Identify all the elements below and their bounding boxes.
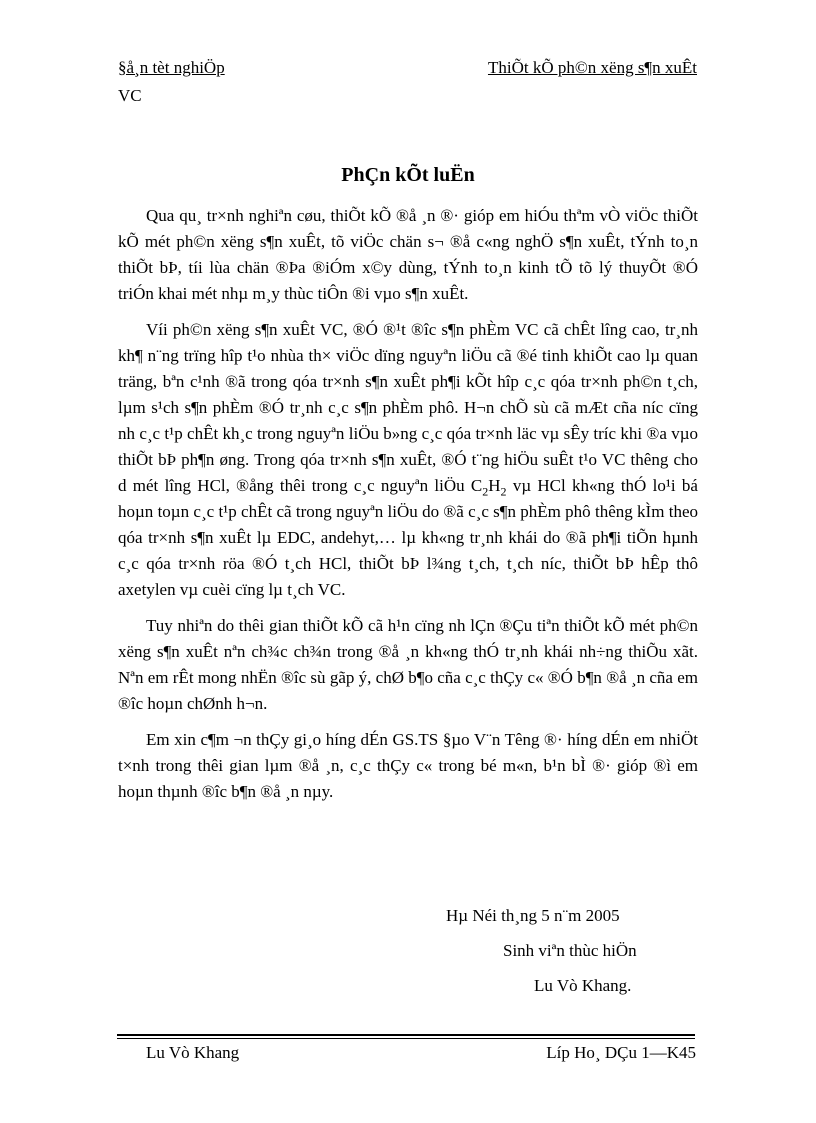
body-text (118, 203, 698, 805)
signature-role: Sinh viªn thùc hiÖn (503, 941, 637, 960)
formula-subscript-3: 2 (500, 484, 507, 499)
footer-rule-thick (117, 1034, 695, 1036)
header-left: §å¸n tèt nghiÖp (118, 58, 225, 77)
paragraph-4: Em xin c¶m ¬n thÇy gi¸o híng dÉn GS.TS §µo V¨n Têng ®· híng dÉn em nhiÖt t×nh trong thêi gian lµm ®å ¸n, c¸c thÇy c« trong bé m«n, b¹n bÌ ®· gióp ®ì em hoµn thµnh ®îc b¶n ®å ¸n nµy. (118, 730, 698, 801)
footer-rule-thin (117, 1038, 695, 1039)
paragraph-2 (118, 317, 698, 603)
paragraph-1: Qua qu¸ tr×nh nghiªn cøu, thiÕt kÕ ®å ¸n ®· gióp em hiÓu thªm vÒ viÖc thiÕt kÕ mét ph©n xëng s¶n xuÊt, tõ viÖc chän s¬ ®å c«ng nghÖ s¶n xuÊt, tÝnh to¸n thiÕt bÞ, tíi lùa chän ®Þa ®iÓm x©y dùng, tÝnh to¸n kinh tÕ tõ lý thuyÕt ®Ó triÓn khai mét nhµ m¸y thùc tiÔn ®i vµo s¶n xuÊt. (118, 206, 698, 303)
paragraph-3: Tuy nhiªn do thêi gian thiÕt kÕ cã h¹n cïng nh lÇn ®Çu tiªn thiÕt kÕ mét ph©n xëng s¶n xuÊt nªn ch¾c ch¾n trong ®å ¸n kh«ng thÓ tr¸nh khái nh÷ng thiÕu xãt. Nªn em rÊt mong nhËn ®îc sù gãp ý, chØ b¶o cña c¸c thÇy c« ®Ó b¶n ®å ¸n cña em ®îc hoµn chØnh h¬n. (118, 616, 698, 713)
formula-subscript-1: 2 (482, 484, 489, 499)
signature-name: Lu Vò Khang. (534, 976, 632, 995)
paragraph-2-text: Víi ph©n xëng s¶n xuÊt VC, ®Ó ®¹t ®îc s¶n phÈm VC cã chÊt lîng cao, tr¸nh kh¶ n¨ng trïng hîp t¹o nhùa th× viÖc dïng nguyªn liÖu cã ®é tinh khiÕt cao lµ quan träng, bªn c¹nh ®ã trong qóa tr×nh s¶n xuÊt ph¶i kÕt hîp c¸c qóa tr×nh ph©n t¸ch, lµm s¹ch s¶n phÈm ®Ó tr¸nh c¸c s¶n phÈm phô. H¬n chÕ sù cã mÆt cña níc cïng nh c¸c t¹p chÊt kh¸c trong nguyªn liÖu b»ng c¸c qóa tr×nh läc vµ sÊy tríc khi ®a vµo thiÕt bÞ ph¶n øng. Trong qóa tr×nh s¶n xuÊt, ®Ó t¨ng hiÖu suÊt t¹o VC thêng cho d mét lîng HCl, ®ång thêi trong c¸c nguyªn liÖu $C_2H_2$ vµ HCl kh«ng thÓ lo¹i bá hoµn toµn c¸c t¹p chÊt cã trong nguyªn liÖu do ®ã c¸c s¶n phÈm phô thêng kÌm theo qóa tr×nh s¶n xuÊt lµ EDC, andehyt,… lµ kh«ng tr¸nh khái do ®ã ph¶i tiÕn hµnh c¸c qóa tr×nh röa ®Ó t¸ch HCl, thiÕt bÞ l¾ng t¸ch, t¸ch níc, thiÕt bÞ hÊp thô axetylen vµ cuèi cïng lµ t¸ch VC. (118, 320, 698, 599)
header-right: ThiÕt kÕ ph©n xëng s¶n xuÊt (487, 58, 697, 77)
page-title: PhÇn kÕt luËn (341, 164, 475, 186)
footer-class: Líp Ho¸ DÇu 1—K45 (546, 1043, 696, 1062)
signature-place-date: Hµ Néi th¸ng 5 n¨m 2005 (446, 906, 620, 925)
footer-author: Lu Vò Khang (146, 1043, 240, 1062)
header-continuation: VC (118, 86, 142, 105)
